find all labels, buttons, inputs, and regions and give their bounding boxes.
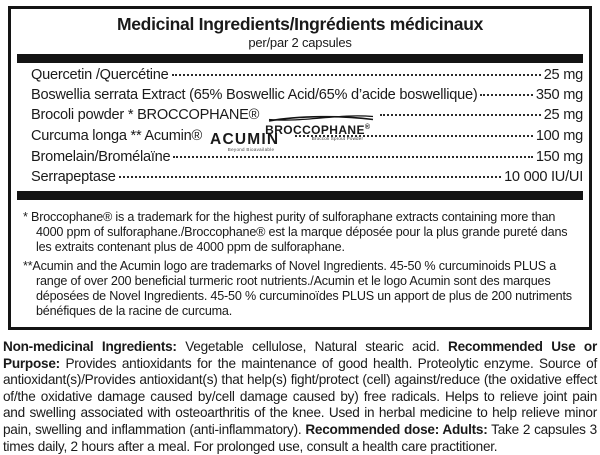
medicinal-ingredients-panel — [8, 6, 592, 330]
footnote-broccophane — [23, 210, 579, 255]
ingredient-amount: 350 mg — [535, 87, 583, 103]
ingredient-name: Curcuma longa ** Acumin® — [31, 128, 203, 144]
non-medicinal-info-paragraph — [3, 339, 597, 455]
panel-title: Medicinal Ingredients/Ingrédients médicinaux — [116, 14, 484, 34]
ingredient-row — [31, 149, 583, 169]
ingredient-amount: 150 mg — [535, 149, 583, 165]
dotted-leader — [380, 114, 541, 116]
ingredient-row — [31, 67, 583, 87]
dotted-leader — [295, 135, 533, 137]
divider-bar-bottom — [17, 191, 583, 200]
recommended-dose-text: Take 2 capsules 3 times daily, 2 hours after a meal. For prolonged use, consult a health care practitioner. — [3, 421, 597, 454]
ingredient-list — [11, 66, 589, 189]
supplement-label-page — [0, 6, 600, 454]
ingredient-name: Bromelain/Bromélaïne — [31, 149, 171, 165]
footnote-marker: ** — [23, 259, 33, 273]
acumin-logo — [210, 133, 292, 153]
broccophane-wordmark: BROCCOPHANE® — [265, 123, 371, 137]
footnote-text: Acumin and the Acumin logo are trademarks of Novel Ingredients. 45-50 % curcuminoids PLUS a range of over 200 beneficial turmeric root nutrients./Acumin et le logo Acumin sont des marques déposées de Novel Ingredients. 45-50 % curcuminoïdes PLUS un apport de plus de 200 nutriments bénéfiques de la racine de curcuma. — [32, 259, 572, 318]
ingredient-amount: 25 mg — [543, 107, 583, 123]
footnote-marker: * — [23, 210, 28, 224]
ingredient-name: Brocoli powder * BROCCOPHANE® — [31, 107, 260, 123]
ingredient-amount: 10 000 IU/UI — [504, 169, 583, 185]
ingredient-name: Quercetin /Quercétine — [31, 67, 169, 83]
serving-size: per/par 2 capsules — [248, 35, 352, 50]
recommended-use-heading: Recommended Use or Purpose: — [3, 339, 597, 371]
non-medicinal-ingredients-heading: Non-medicinal Ingredients: — [3, 339, 177, 354]
footnote-text: Broccophane® is a trademark for the highest purity of sulforaphane extracts containing more than 4000 ppm of sulforaphane./Broccophane® est la marque déposée pour la plus grande pureté dans les extraits contenant plus de 4000 ppm de sulforaphane. — [27, 210, 568, 254]
dotted-leader — [173, 156, 532, 158]
acumin-tagline: Beyond Bioavailable — [227, 147, 275, 152]
dotted-leader — [119, 176, 501, 178]
dotted-leader — [480, 94, 532, 96]
ingredient-name: Serrapeptase — [31, 169, 116, 185]
acumin-wordmark: ACUMIN — [210, 131, 280, 148]
recommended-use-text: Provides antioxidants for the maintenance of good health. Proteolytic enzyme. Source of antioxidant(s)/Provides antioxidant(s) that help(s) fight/protect (cell) against/reduce (the oxidative effect of/the oxidative damage caused by/cell damage caused by) free radicals. Helps to relieve joint pain and swelling associated with osteoarthritis of the knee. Used in herbal medicine to help relieve minor pain, swelling and inflammation (anti-inflammatory). — [3, 355, 597, 437]
ingredient-row — [31, 87, 583, 107]
ingredient-amount: 25 mg — [543, 67, 583, 83]
panel-header — [11, 9, 589, 51]
broccophane-swoosh-icon — [268, 115, 374, 122]
ingredient-row — [31, 169, 583, 189]
dotted-leader — [172, 74, 541, 76]
divider-bar-top — [17, 54, 583, 63]
ingredient-amount: 100 mg — [535, 128, 583, 144]
non-medicinal-ingredients-text: Vegetable cellulose, Natural stearic acid. — [176, 339, 448, 354]
footnote-acumin — [23, 259, 579, 319]
recommended-dose-heading: Recommended dose: Adults: — [305, 421, 488, 437]
registered-mark: ® — [364, 124, 371, 131]
ingredient-name: Boswellia serrata Extract (65% Boswellic Acid/65% d’acide boswellique) — [31, 87, 478, 103]
broccophane-tagline: Broccoli Sprout Powder — [311, 136, 364, 141]
footnotes-section — [11, 205, 589, 327]
